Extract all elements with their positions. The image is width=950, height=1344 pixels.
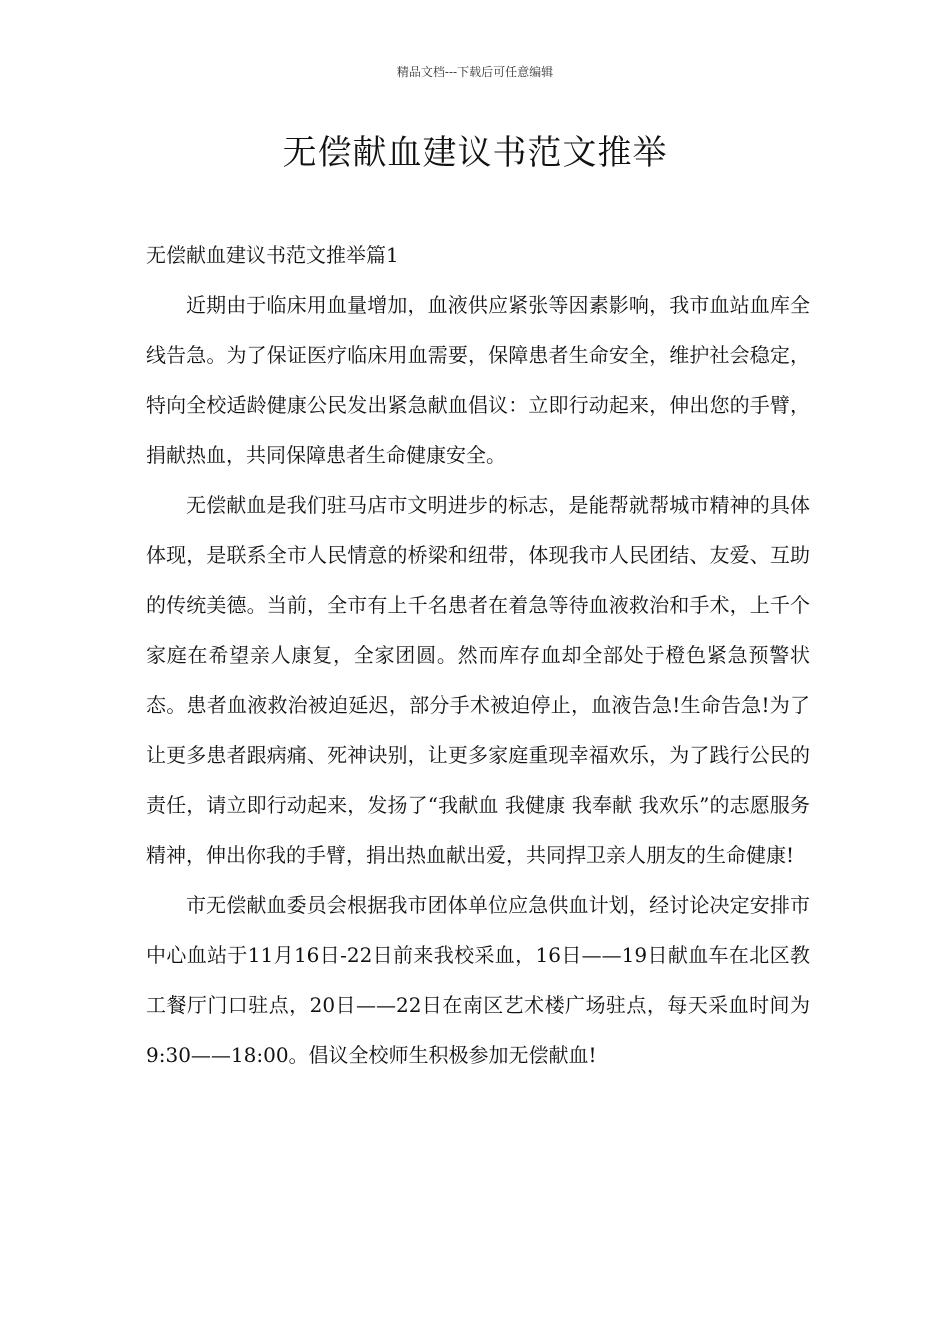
section-heading: 无偿献血建议书范文推举篇1 [146, 243, 399, 267]
paragraph-3: 市无偿献血委员会根据我市团体单位应急供血计划，经讨论决定安排市中心血站于11月16日-22日前来我校采血，16日——19日献血车在北区教工餐厅门口驻点，20日——22日在南区艺术楼广场驻点，每天采血时间为9:30——18:00。倡议全校师生积极参加无偿献血! [146, 893, 810, 1067]
document-body [146, 230, 810, 1080]
paragraph-1: 近期由于临床用血量增加，血液供应紧张等因素影响，我市血站血库全线告急。为了保证医疗临床用血需要，保障患者生命安全，维护社会稳定，特向全校适龄健康公民发出紧急献血倡议：立即行动起来，伸出您的手臂，捐献热血，共同保障患者生命健康安全。 [146, 293, 810, 467]
paragraph-2: 无偿献血是我们驻马店市文明进步的标志，是能帮就帮城市精神的具体体现，是联系全市人民情意的桥梁和纽带，体现我市人民团结、友爱、互助的传统美德。当前，全市有上千名患者在着急等待血液救治和手术，上千个家庭在希望亲人康复，全家团圆。然而库存血却全部处于橙色紧急预警状态。患者血液救治被迫延迟，部分手术被迫停止，血液告急!生命告急!为了让更多患者跟病痛、死神诀别，让更多家庭重现幸福欢乐，为了践行公民的责任，请立即行动起来，发扬了“我献血 我健康 我奉献 我欢乐”的志愿服务精神，伸出你我的手臂，捐出热血献出爱，共同捍卫亲人朋友的生命健康! [146, 493, 810, 867]
document-title: 无偿献血建议书范文推举 [282, 133, 668, 173]
header-note: 精品文档---下载后可任意编辑 [396, 65, 554, 79]
